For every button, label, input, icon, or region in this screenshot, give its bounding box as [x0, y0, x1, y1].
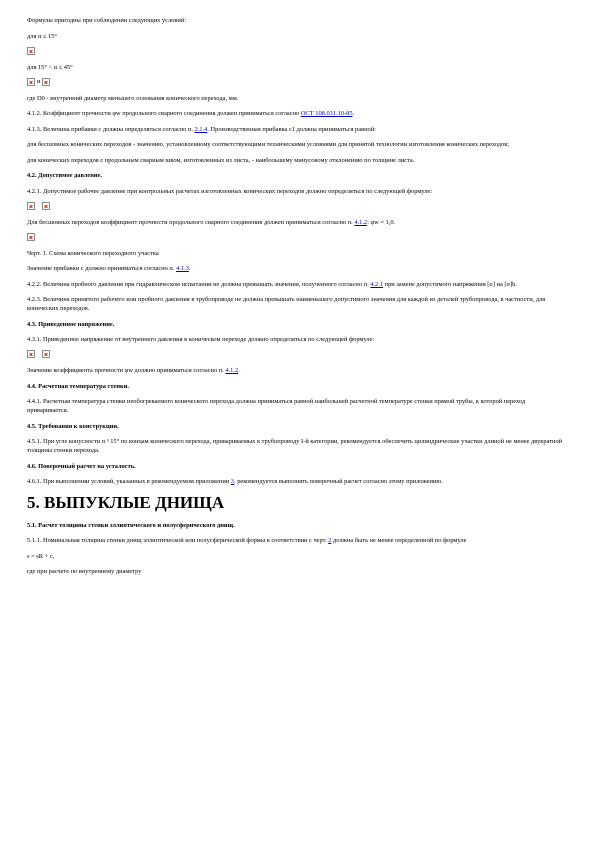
paragraph-4-2-2	[27, 280, 567, 289]
link-ost-108[interactable]: ОСТ 108.031.10-85	[300, 110, 353, 117]
broken-image-icon	[27, 47, 35, 55]
text-run: 4.1.3. Величина прибавки с должна определяться согласно п.	[27, 125, 195, 133]
text-run: Значение прибавки с должно приниматься согласно п.	[27, 265, 177, 272]
condition-angle-45-text: для 15° < α ≤ 45°	[27, 63, 73, 71]
link-4-1-2[interactable]: 4.1.2	[354, 218, 368, 226]
paragraph-4-1-2	[27, 109, 567, 118]
paragraph-4-5-1: 4.5.1. При угле конусности α ³ 15° по концам конического перехода, привариваемых к трубопроводу I-й категории, рекомендуется обеспечить цилиндрические участки длиной не менее двукратной толщины стенки перехода.	[27, 438, 563, 454]
broken-image-icon	[27, 78, 35, 86]
link-4-1-3[interactable]: 4.1.3	[176, 265, 189, 272]
text-run: .	[238, 367, 240, 374]
text-run: 4.2.2. Величина пробного давления при гидравлическом испытании не должна превышать значения, полученного согласно п.	[27, 280, 371, 288]
text-run: 5.1.1. Номинальная толщина стенки днищ эллиптической или полусферической формы в соответствии с черт.	[27, 537, 329, 544]
thickness-formula-text: s = sR + c,	[27, 552, 55, 560]
figure-image-row	[27, 232, 567, 242]
welded-transitions-text: для конических переходов с продольным сварным швом, изготовленных из листа, - наибольшему минусовому отклонению по толщине листа.	[27, 156, 415, 164]
paragraph-4-3-1: 4.3.1. Приведенное напряжение от внутреннего давления в коническом переходе должно определяться по следующей формуле:	[27, 336, 375, 343]
text-run: Значение коэффициента прочности φw должно приниматься согласно п.	[27, 367, 226, 374]
link-4-2-1[interactable]: 4.2.1	[370, 280, 384, 288]
text-run: Для бесшовных переходов коэффициент прочности продольного сварного соединения должен приниматься согласно п.	[27, 218, 355, 226]
text-run: при замене допустимого напряжения [σ] на [σ]h.	[383, 280, 517, 288]
broken-image-icon	[27, 202, 35, 210]
paragraph-4-4-1: 4.4.1. Расчетная температура стенки необогреваемого конического перехода должна приниматься равной наибольшей расчетной температуре стенки прямой трубы, к которой переход приваривается.	[27, 398, 526, 414]
text-run: .	[352, 110, 355, 117]
allowance-value-text	[27, 264, 567, 273]
seamless-transitions-text: для бесшовных конических переходов - значению, установленному соответствующими техническими условиями для принятой технологии изготовления конических переходов;	[27, 141, 510, 148]
heading-4-5: 4.5. Требования к конструкции.	[27, 422, 119, 430]
strength-coefficient-text	[27, 366, 567, 375]
paragraph-4-6-1	[27, 477, 567, 486]
link-figure-2[interactable]: 2	[328, 537, 332, 544]
broken-image-icon	[42, 78, 50, 86]
text-run: .	[188, 265, 191, 272]
condition-angle-15-text: для α ≤ 15°	[27, 32, 57, 40]
broken-image-icon	[27, 233, 35, 241]
inner-diameter-text: где при расчете по внутреннему диаметру	[27, 568, 142, 575]
heading-4-2: 4.2. Допустимое давление.	[27, 172, 103, 179]
formula-conditions-text: Формулы пригодны при соблюдении следующих условий:	[27, 17, 186, 24]
formula-image-row-4	[27, 349, 567, 359]
heading-4-4: 4.4. Расчетная температура стенки.	[27, 382, 129, 390]
broken-image-icon	[42, 202, 50, 210]
section-5-title: 5. ВЫПУКЛЫЕ ДНИЩА	[27, 492, 225, 512]
text-run: должна быть не менее определенной по формуле	[331, 537, 467, 544]
and-word: и	[37, 78, 41, 85]
paragraph-4-2-3: 4.2.3. Величина принятого рабочего или пробного давления в трубопроводе не должна превышать наименьшего допустимого значения для каждой из деталей трубопровода, в частности, для конических переходов.	[27, 296, 546, 312]
heading-4-6: 4.6. Поверочный расчет на усталость.	[27, 462, 136, 470]
paragraph-4-1-3	[27, 125, 567, 134]
link-4-1-2-b[interactable]: 4.1.2	[225, 367, 239, 374]
heading-4-3: 4.3. Приведенное напряжение.	[27, 320, 115, 328]
broken-image-icon	[27, 350, 35, 358]
link-appendix-3[interactable]: 3	[230, 478, 234, 485]
text-run: 4.6.1. При выполнении условий, указанных в рекомендуемом приложении	[27, 478, 231, 485]
d0-definition-text: где D0 - внутренний диаметр меньшего основания конического перехода, мм.	[27, 94, 239, 102]
broken-image-icon	[42, 350, 50, 358]
formula-image-row-1	[27, 46, 567, 56]
formula-image-row-3	[27, 201, 567, 211]
document-page	[27, 16, 567, 583]
text-run: : φw = 1,0.	[367, 218, 396, 226]
figure-1-caption: Черт. 1. Схема конического переходного участка	[27, 249, 159, 257]
heading-5-1: 5.1. Расчет толщины стенки эллиптического и полусферического днищ.	[27, 521, 235, 529]
seamless-coefficient-text	[27, 218, 567, 227]
text-run: 4.1.2. Коэффициент прочности φw продольного сварного соединения должен приниматься согласно	[27, 110, 301, 117]
paragraph-4-2-1: 4.2.1. Допустимое рабочее давление при контрольных расчетах изготовленных конических переходов должно определяться по следующей формуле:	[27, 187, 433, 195]
text-run: . Производственная прибавка с1 должна приниматься равной:	[207, 125, 376, 133]
formula-image-row-2	[27, 77, 567, 87]
paragraph-5-1-1	[27, 536, 567, 545]
text-run: , рекомендуется выполнять поверочный расчет согласно этому приложению.	[234, 478, 443, 485]
link-2-1-4[interactable]: 2.1.4	[194, 125, 208, 133]
